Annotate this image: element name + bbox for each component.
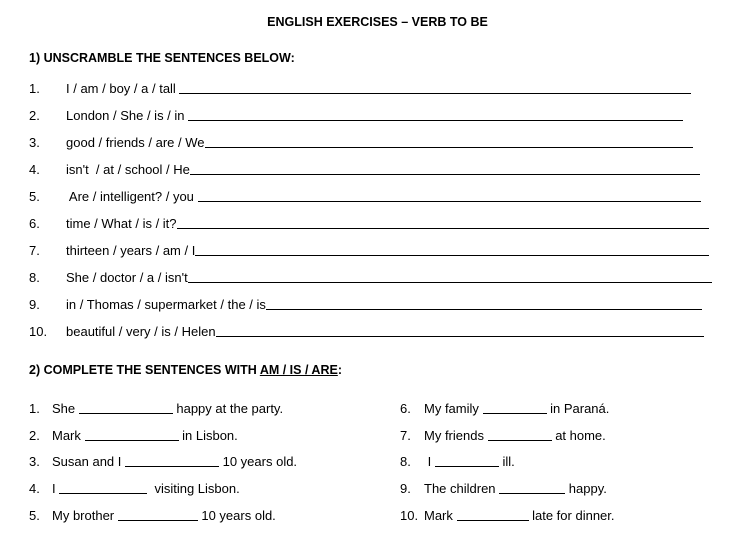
item-number: 8. bbox=[29, 270, 40, 285]
heading-prefix: 2) COMPLETE THE SENTENCES WITH bbox=[29, 363, 260, 377]
item-number: 5. bbox=[29, 508, 40, 523]
item-number: 4. bbox=[29, 162, 40, 177]
answer-line[interactable] bbox=[266, 295, 702, 310]
sentence-end: late for dinner. bbox=[528, 508, 615, 523]
item-number: 10. bbox=[29, 324, 48, 339]
unscramble-item bbox=[29, 103, 683, 123]
item-number: 6. bbox=[29, 216, 40, 231]
complete-item bbox=[400, 476, 607, 496]
section1-heading: 1) UNSCRAMBLE THE SENTENCES BELOW: bbox=[29, 51, 295, 65]
blank-field[interactable] bbox=[488, 426, 552, 441]
page-title: ENGLISH EXERCISES – VERB TO BE bbox=[267, 15, 488, 29]
item-number: 6. bbox=[400, 401, 411, 416]
sentence-start: My friends bbox=[424, 428, 488, 443]
sentence-end: 10 years old. bbox=[197, 508, 276, 523]
unscramble-item bbox=[29, 184, 701, 204]
blank-field[interactable] bbox=[59, 479, 147, 494]
blank-field[interactable] bbox=[118, 506, 198, 521]
sentence-start: My brother bbox=[52, 508, 118, 523]
blank-field[interactable] bbox=[125, 452, 219, 467]
sentence-start: Mark bbox=[424, 508, 457, 523]
scrambled-words: time / What / is / it? bbox=[66, 216, 177, 231]
item-number: 8. bbox=[400, 454, 411, 469]
scrambled-words: Are / intelligent? / you bbox=[66, 189, 198, 204]
answer-line[interactable] bbox=[205, 133, 693, 148]
sentence-end: happy. bbox=[565, 481, 607, 496]
item-number: 1. bbox=[29, 401, 40, 416]
item-number: 2. bbox=[29, 108, 40, 123]
answer-line[interactable] bbox=[198, 187, 701, 202]
unscramble-item bbox=[29, 130, 693, 150]
item-number: 1. bbox=[29, 81, 40, 96]
blank-field[interactable] bbox=[85, 426, 179, 441]
answer-line[interactable] bbox=[216, 322, 704, 337]
item-number: 7. bbox=[400, 428, 411, 443]
sentence-end: in Paraná. bbox=[546, 401, 610, 416]
answer-line[interactable] bbox=[188, 268, 712, 283]
scrambled-words: thirteen / years / am / I bbox=[66, 243, 196, 258]
answer-line[interactable] bbox=[188, 106, 683, 121]
answer-line[interactable] bbox=[190, 160, 700, 175]
sentence-end: in Lisbon. bbox=[178, 428, 238, 443]
heading-suffix: : bbox=[337, 363, 342, 377]
unscramble-item bbox=[29, 292, 702, 312]
sentence-end: visiting Lisbon. bbox=[147, 481, 240, 496]
complete-item bbox=[29, 503, 276, 523]
unscramble-item bbox=[29, 157, 700, 177]
sentence-start: She bbox=[52, 401, 79, 416]
section2-heading bbox=[29, 363, 342, 377]
blank-field[interactable] bbox=[483, 399, 547, 414]
complete-item bbox=[29, 449, 297, 469]
item-number: 3. bbox=[29, 454, 40, 469]
sentence-start: My family bbox=[424, 401, 483, 416]
scrambled-words: She / doctor / a / isn't bbox=[66, 270, 188, 285]
complete-item bbox=[400, 503, 615, 523]
scrambled-words: London / She / is / in bbox=[66, 108, 189, 123]
unscramble-item bbox=[29, 211, 709, 231]
sentence-end: 10 years old. bbox=[219, 454, 298, 469]
scrambled-words: good / friends / are / We bbox=[66, 135, 205, 150]
scrambled-words: isn't / at / school / He bbox=[66, 162, 190, 177]
sentence-start: Mark bbox=[52, 428, 85, 443]
complete-item bbox=[29, 423, 238, 443]
scrambled-words: beautiful / very / is / Helen bbox=[66, 324, 216, 339]
complete-item bbox=[29, 476, 240, 496]
unscramble-item bbox=[29, 319, 704, 339]
blank-field[interactable] bbox=[499, 479, 565, 494]
sentence-start: I bbox=[52, 481, 60, 496]
sentence-end: ill. bbox=[498, 454, 515, 469]
answer-line[interactable] bbox=[179, 79, 691, 94]
complete-item bbox=[29, 396, 283, 416]
item-number: 9. bbox=[29, 297, 40, 312]
scrambled-words: in / Thomas / supermarket / the / is bbox=[66, 297, 266, 312]
item-number: 10. bbox=[400, 508, 419, 523]
sentence-start: The children bbox=[424, 481, 500, 496]
complete-item bbox=[400, 449, 515, 469]
blank-field[interactable] bbox=[457, 506, 529, 521]
unscramble-item bbox=[29, 265, 712, 285]
complete-item bbox=[400, 423, 606, 443]
blank-field[interactable] bbox=[435, 452, 499, 467]
heading-underlined: AM / IS / ARE bbox=[259, 363, 338, 377]
answer-line[interactable] bbox=[195, 241, 709, 256]
unscramble-item bbox=[29, 76, 691, 96]
sentence-start: Susan and I bbox=[52, 454, 125, 469]
sentence-end: at home. bbox=[551, 428, 606, 443]
sentence-end: happy at the party. bbox=[172, 401, 284, 416]
unscramble-item bbox=[29, 238, 709, 258]
complete-item bbox=[400, 396, 609, 416]
item-number: 9. bbox=[400, 481, 411, 496]
item-number: 2. bbox=[29, 428, 40, 443]
scrambled-words: I / am / boy / a / tall bbox=[66, 81, 180, 96]
item-number: 7. bbox=[29, 243, 40, 258]
item-number: 5. bbox=[29, 189, 40, 204]
item-number: 4. bbox=[29, 481, 40, 496]
blank-field[interactable] bbox=[79, 399, 173, 414]
sentence-start: I bbox=[424, 454, 435, 469]
answer-line[interactable] bbox=[177, 214, 709, 229]
item-number: 3. bbox=[29, 135, 40, 150]
